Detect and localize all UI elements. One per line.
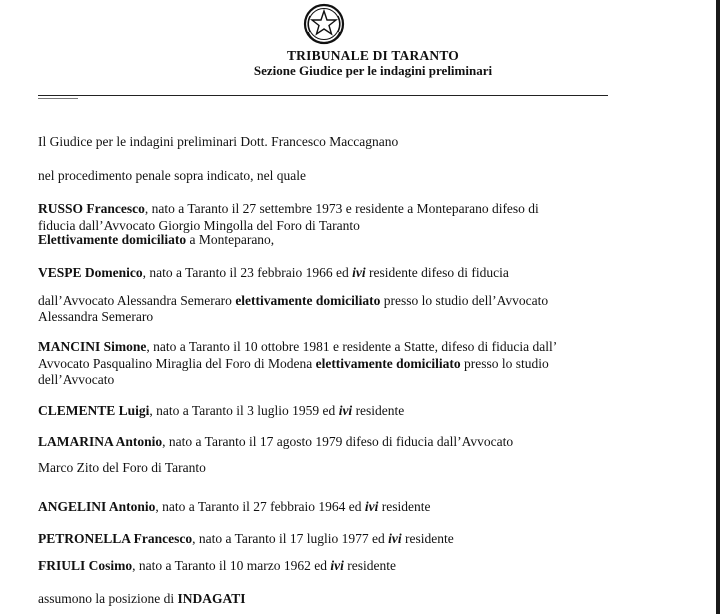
defendant-russo-line3: Elettivamente domiciliato a Monteparano, xyxy=(38,232,275,247)
defendant-lamarina-line1: LAMARINA Antonio, nato a Taranto il 17 agosto 1979 difeso di fiducia dall’Avvocato xyxy=(38,434,514,449)
defendant-clemente-line: CLEMENTE Luigi, nato a Taranto il 3 luglio 1959 ed ivi residente xyxy=(38,403,405,418)
closing-line: assumono la posizione di INDAGATI xyxy=(38,591,246,606)
judge-line: Il Giudice per le indagini preliminari Dott. Francesco Maccagnano xyxy=(38,134,399,149)
defendant-name: ANGELINI Antonio xyxy=(38,499,156,514)
defendant-russo-line2: fiducia dall’Avvocato Giorgio Mingolla del Foro di Taranto xyxy=(38,218,360,233)
defendant-name: LAMARINA Antonio xyxy=(38,434,163,449)
defendant-name: PETRONELLA Francesco xyxy=(38,531,193,546)
proceeding-line: nel procedimento penale sopra indicato, nel quale xyxy=(38,168,307,183)
defendant-russo-line1: RUSSO Francesco, nato a Taranto il 27 settembre 1973 e residente a Monteparano difeso di xyxy=(38,201,539,216)
scan-edge xyxy=(716,0,720,614)
defendant-vespe-line2: dall’Avvocato Alessandra Semeraro elettivamente domiciliato presso lo studio dell’Avvocato xyxy=(38,293,549,308)
defendant-vespe-line1: VESPE Domenico, nato a Taranto il 23 febbraio 1966 ed ivi residente difeso di fiducia xyxy=(38,265,509,280)
court-title: TRIBUNALE DI TARANTO xyxy=(286,48,460,63)
defendant-name: FRIULI Cosimo xyxy=(38,558,133,573)
defendant-petronella-line: PETRONELLA Francesco, nato a Taranto il 17 luglio 1977 ed ivi residente xyxy=(38,531,454,546)
defendant-mancini-line3: dell’Avvocato xyxy=(38,372,115,387)
defendant-vespe-line3: Alessandra Semeraro xyxy=(38,309,154,324)
defendant-mancini-line2: Avvocato Pasqualino Miraglia del Foro di Modena elettivamente domiciliato presso lo studio xyxy=(38,356,549,371)
defendant-name: RUSSO Francesco xyxy=(38,201,145,216)
header-divider xyxy=(38,95,608,96)
defendant-name: CLEMENTE Luigi xyxy=(38,403,150,418)
defendant-name: MANCINI Simone xyxy=(38,339,147,354)
defendant-lamarina-line2: Marco Zito del Foro di Taranto xyxy=(38,460,206,475)
header-divider-dash xyxy=(38,98,78,99)
defendant-friuli-line: FRIULI Cosimo, nato a Taranto il 10 marzo 1962 ed ivi residente xyxy=(38,558,396,573)
defendant-mancini-line1: MANCINI Simone, nato a Taranto il 10 ottobre 1981 e residente a Statte, difeso di fiducia dall’ xyxy=(38,339,558,354)
italian-republic-emblem-icon xyxy=(302,2,346,46)
defendant-name: VESPE Domenico xyxy=(38,265,143,280)
defendant-angelini-line: ANGELINI Antonio, nato a Taranto il 27 febbraio 1964 ed ivi residente xyxy=(38,499,431,514)
court-section: Sezione Giudice per le indagini preliminari xyxy=(253,63,493,78)
